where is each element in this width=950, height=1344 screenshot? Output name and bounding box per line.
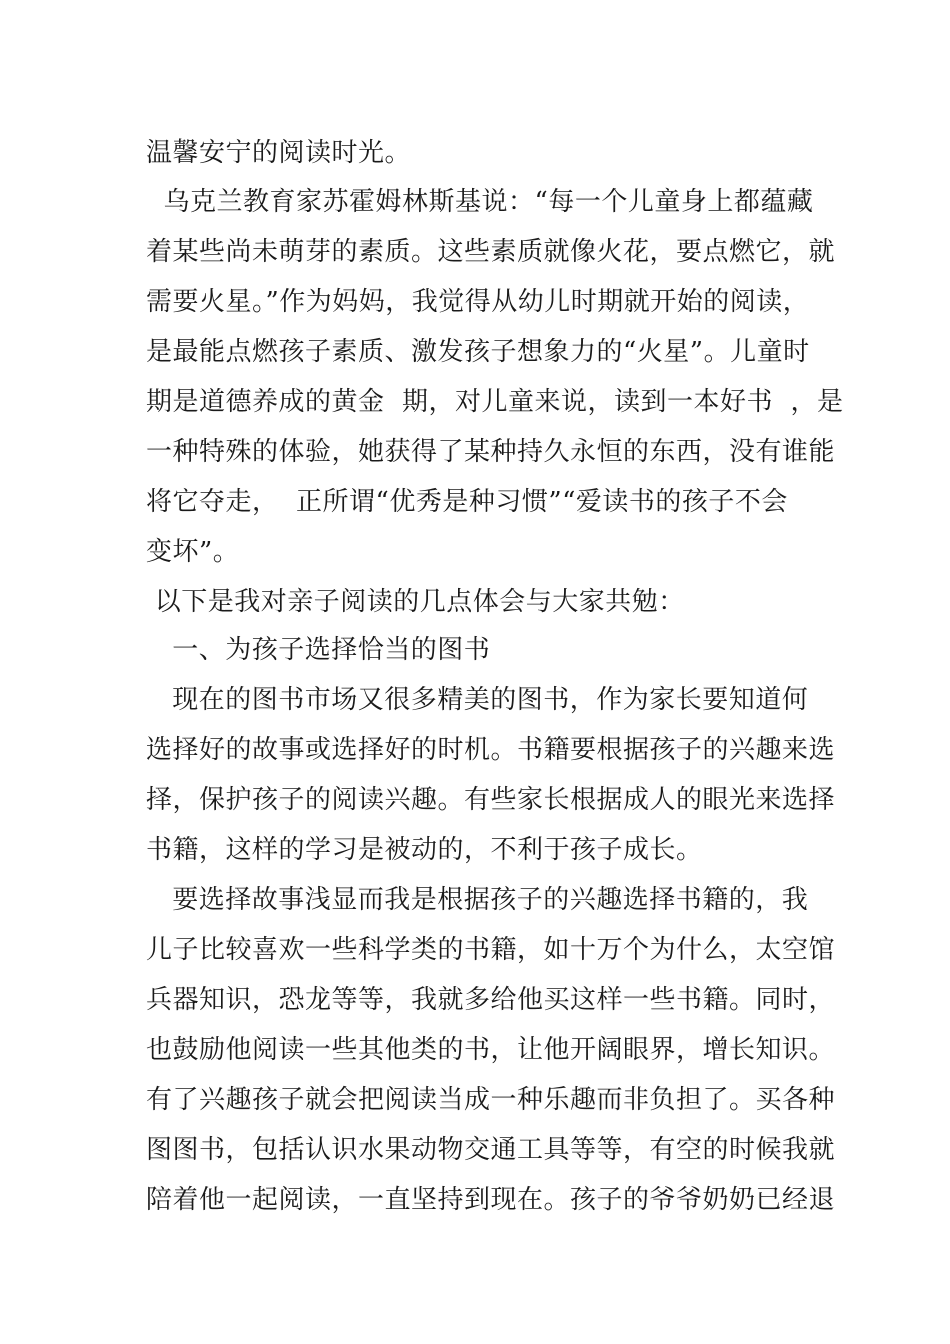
- text-line: 以下是我对亲子阅读的几点体会与大家共勉：: [146, 587, 685, 617]
- text-line: 陪着他一起阅读，一直坚持到现在。孩子的爷爷奶奶已经退: [146, 1185, 836, 1215]
- text-line: 需要火星。”作为妈妈，我觉得从幼儿时期就开始的阅读，: [146, 287, 810, 317]
- text-line: 变坏”。: [146, 537, 240, 567]
- text-line: 将它夺走， 正所谓“优秀是种习惯”“爱读书的孩子不会: [146, 487, 788, 517]
- text-line: 择，保护孩子的阅读兴趣。有些家长根据成人的眼光来选择: [146, 785, 836, 815]
- text-line: 现在的图书市场又很多精美的图书，作为家长要知道何: [146, 685, 809, 715]
- text-line: 书籍，这样的学习是被动的，不利于孩子成长。: [146, 835, 703, 865]
- text-line: 期是道德养成的黄金 期，对儿童来说，读到一本好书 ，是: [146, 387, 844, 417]
- text-line: 乌克兰教育家苏霍姆林斯基说：“每一个儿童身上都蕴藏: [146, 187, 814, 217]
- text-line: 也鼓励他阅读一些其他类的书，让他开阔眼界，增长知识。: [146, 1035, 836, 1065]
- section-heading: 一、为孩子选择恰当的图书: [146, 635, 491, 665]
- text-line: 着某些尚未萌芽的素质。这些素质就像火花，要点燃它，就: [146, 237, 836, 267]
- text-line: 兵器知识，恐龙等等，我就多给他买这样一些书籍。同时，: [146, 985, 836, 1015]
- text-line: 儿子比较喜欢一些科学类的书籍，如十万个为什么，太空馆: [146, 935, 836, 965]
- text-line: 一种特殊的体验，她获得了某种持久永恒的东西，没有谁能: [146, 437, 836, 467]
- text-line: 是最能点燃孩子素质、激发孩子想象力的“火星”。儿童时: [146, 337, 810, 367]
- text-line: 有了兴趣孩子就会把阅读当成一种乐趣而非负担了。买各种: [146, 1085, 836, 1115]
- text-line: 温馨安宁的阅读时光。: [146, 138, 412, 168]
- text-line: 图图书，包括认识水果动物交通工具等等，有空的时候我就: [146, 1135, 836, 1165]
- text-line: 选择好的故事或选择好的时机。书籍要根据孩子的兴趣来选: [146, 735, 836, 765]
- text-line: 要选择故事浅显而我是根据孩子的兴趣选择书籍的，我: [146, 885, 809, 915]
